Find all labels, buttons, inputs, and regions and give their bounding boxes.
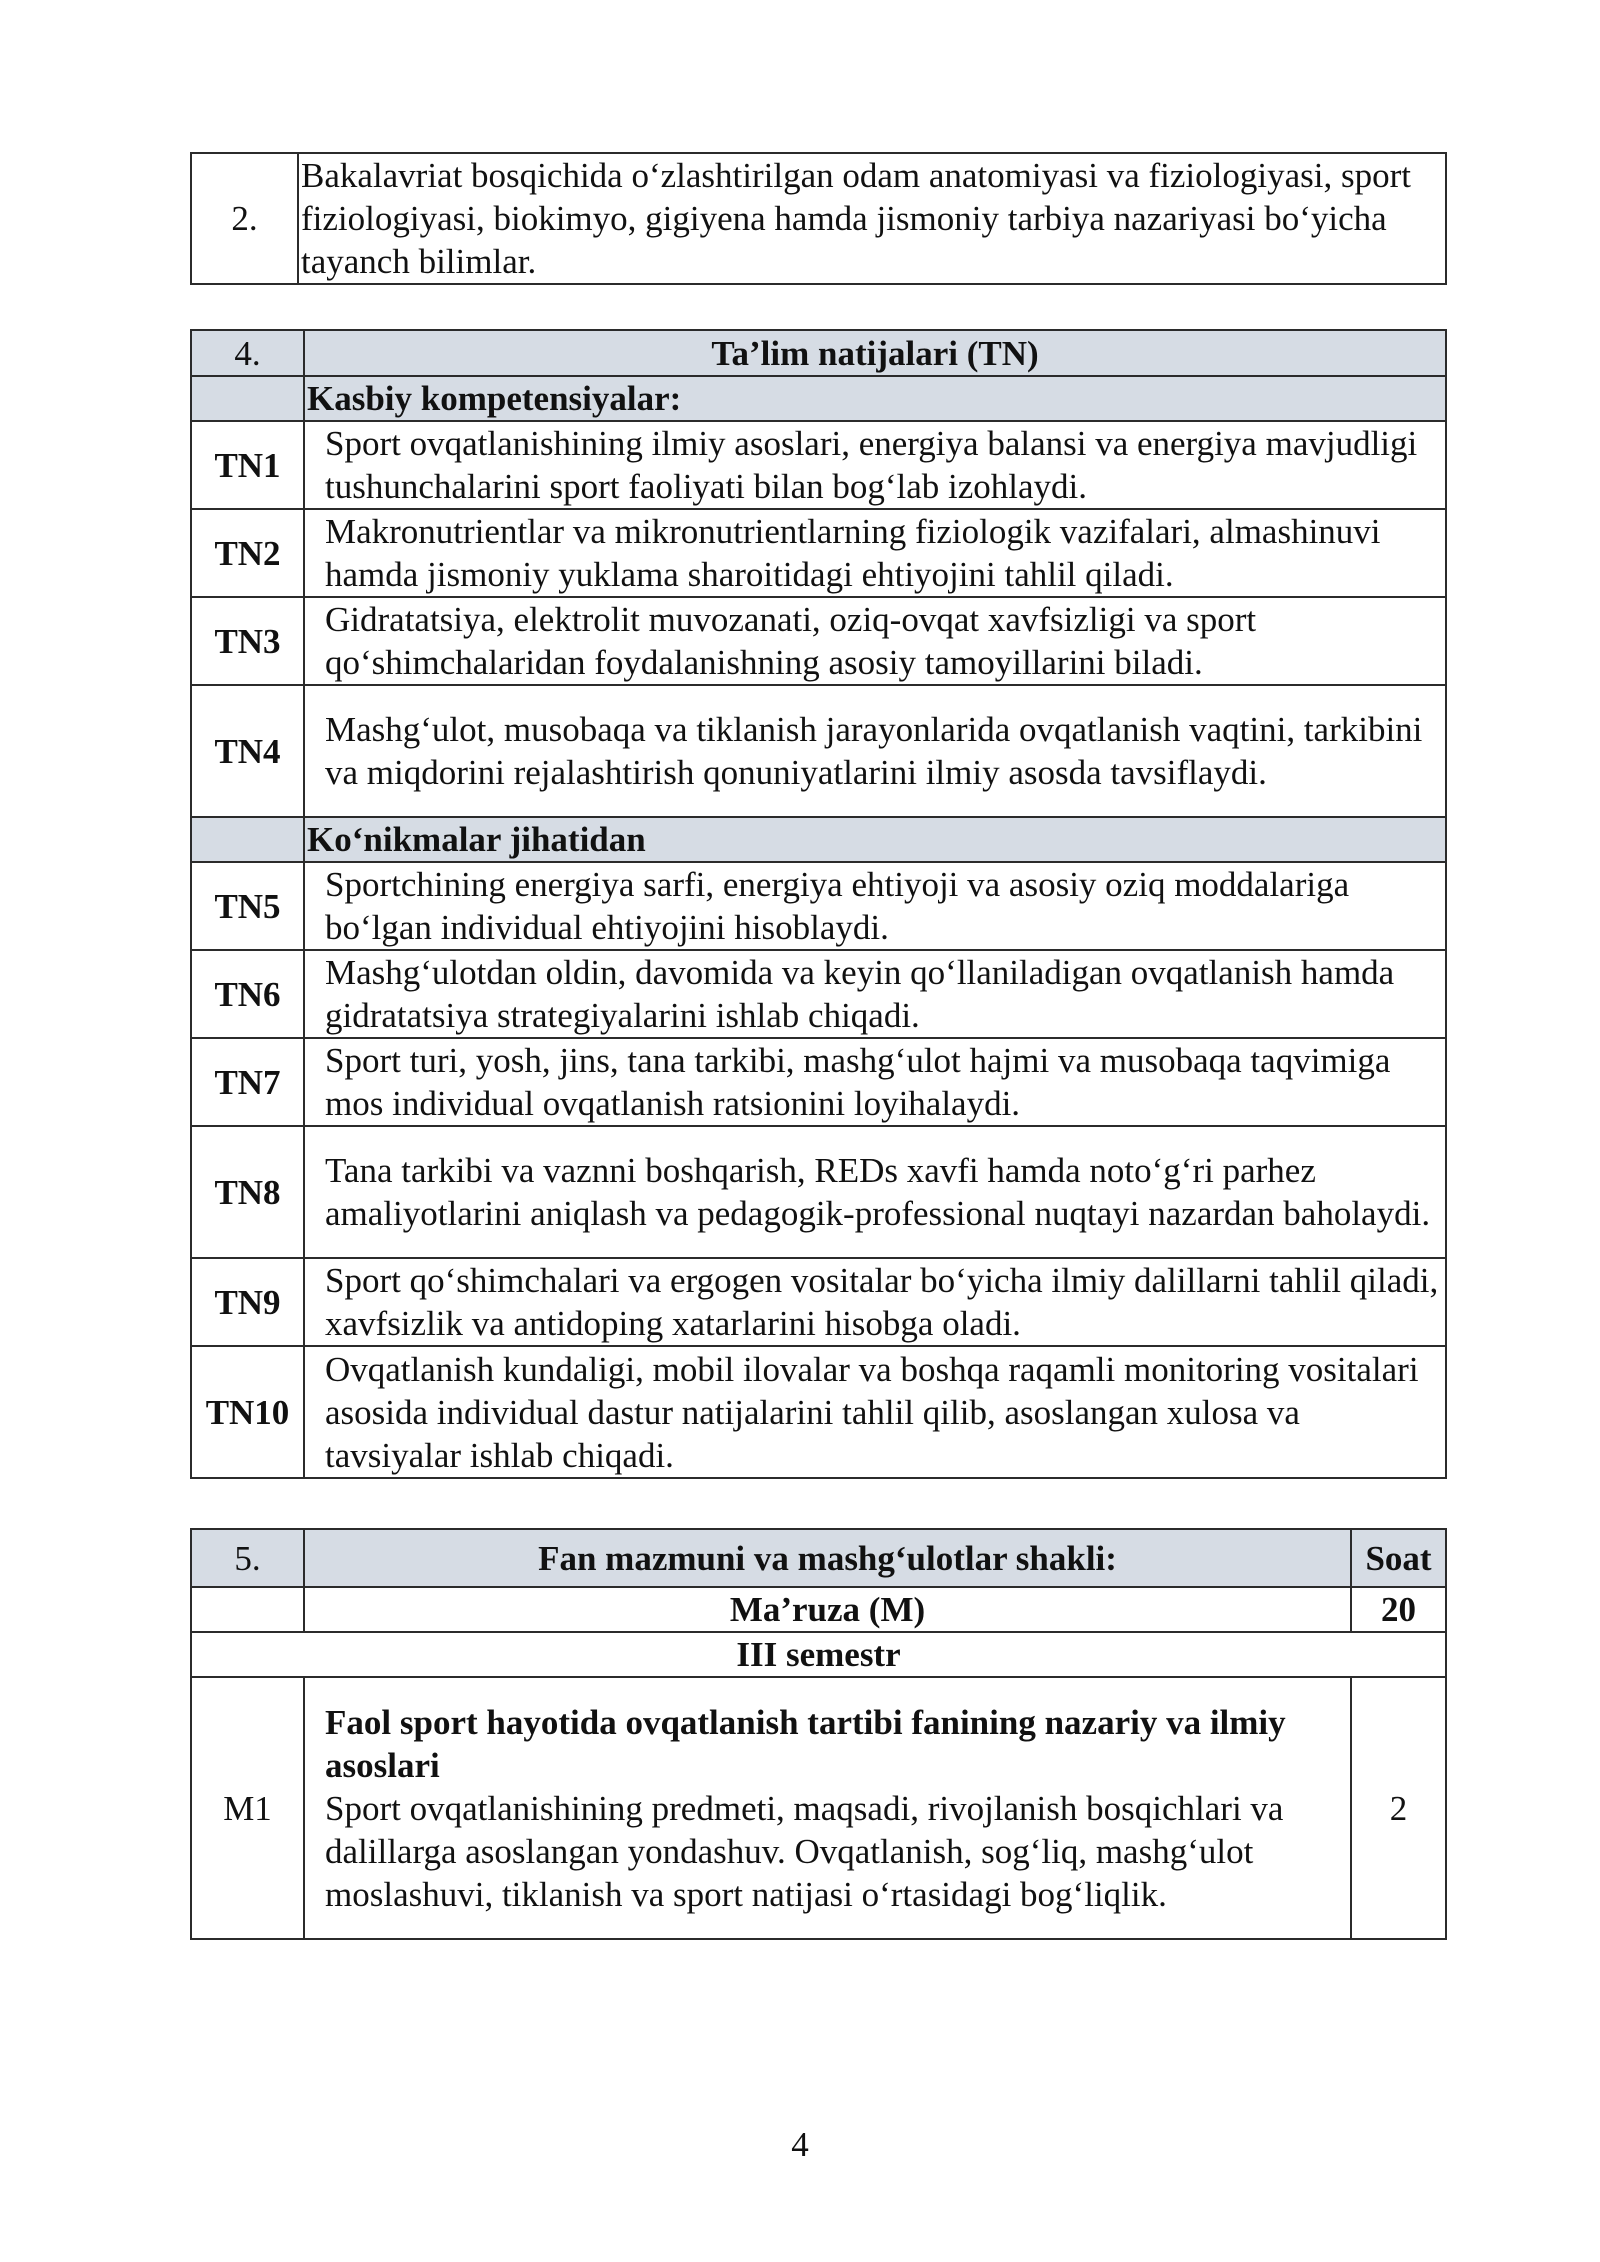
outcome-code: TN5 (191, 862, 304, 950)
group-title-skills: Ko‘nikmalar jihatidan (304, 817, 1446, 862)
outcome-code: TN4 (191, 685, 304, 817)
outcome-code: TN8 (191, 1126, 304, 1258)
table-header-row (191, 330, 1446, 376)
table-row (191, 862, 1446, 950)
table-row (191, 1126, 1446, 1258)
table-row (191, 950, 1446, 1038)
outcome-text: Gidratatsiya, elektrolit muvozanati, oziq-ovqat xavfsizligi va sport qo‘shimchalaridan foydalanishning asosiy tamoyillarini biladi. (304, 597, 1446, 685)
hours-header: Soat (1351, 1529, 1446, 1587)
outcome-code: TN10 (191, 1346, 304, 1478)
group-title-professional: Kasbiy kompetensiyalar: (304, 376, 1446, 421)
group-row (191, 376, 1446, 421)
table-row (191, 1258, 1446, 1346)
outcome-text: Makronutrientlar va mikronutrientlarning fiziologik vazifalari, almashinuvi hamda jismoniy yuklama sharoitidagi ehtiyojini tahlil qiladi. (304, 509, 1446, 597)
page-number: 4 (791, 2125, 809, 2164)
group-empty-cell (191, 376, 304, 421)
prerequisites-table (190, 152, 1447, 285)
section-number: 5. (191, 1529, 304, 1587)
table-row (191, 1346, 1446, 1478)
outcome-code: TN2 (191, 509, 304, 597)
outcome-text: Sport ovqatlanishining ilmiy asoslari, energiya balansi va energiya mavjudligi tushunchalarini sport faoliyati bilan bog‘lab izohlaydi. (304, 421, 1446, 509)
module-text: Sport ovqatlanishining predmeti, maqsadi, rivojlanish bosqichlari va dalillarga asoslangan yondashuv. Ovqatlanish, sog‘liq, mashg‘ulot moslashuvi, tiklanish va sport natijasi o‘rtasidagi bog‘liqlik. (325, 1788, 1284, 1914)
table-row (191, 153, 1446, 284)
outcome-text: Mashg‘ulotdan oldin, davomida va keyin qo‘llaniladigan ovqatlanish hamda gidratatsiya strategiyalarini ishlab chiqadi. (304, 950, 1446, 1038)
table-header-row (191, 1529, 1446, 1587)
group-row (191, 817, 1446, 862)
learning-outcomes-table (190, 329, 1447, 1479)
section-title: Fan mazmuni va mashg‘ulotlar shakli: (304, 1529, 1351, 1587)
prerequisites-text: Bakalavriat bosqichida o‘zlashtirilgan odam anatomiyasi va fiziologiyasi, sport fiziologiyasi, biokimyo, gigiyena hamda jismoniy tarbiya nazariyasi bo‘yicha tayanch bilimlar. (298, 153, 1446, 284)
outcome-code: TN9 (191, 1258, 304, 1346)
lecture-label: Ma’ruza (M) (304, 1587, 1351, 1632)
outcome-code: TN1 (191, 421, 304, 509)
semester-label: III semestr (191, 1632, 1446, 1677)
outcome-text: Tana tarkibi va vaznni boshqarish, REDs xavfi hamda noto‘g‘ri parhez amaliyotlarini aniqlash va pedagogik-professional nuqtayi nazardan baholaydi. (304, 1126, 1446, 1258)
module-hours: 2 (1351, 1677, 1446, 1939)
semester-row (191, 1632, 1446, 1677)
outcome-text: Sportchining energiya sarfi, energiya ehtiyoji va asosiy oziq moddalariga bo‘lgan individual ehtiyojini hisoblaydi. (304, 862, 1446, 950)
module-title: Faol sport hayotida ovqatlanish tartibi fanining nazariy va ilmiy asoslari (325, 1702, 1286, 1785)
empty-cell (191, 1587, 304, 1632)
module-description (304, 1677, 1351, 1939)
module-code: M1 (191, 1677, 304, 1939)
outcome-code: TN7 (191, 1038, 304, 1126)
section-number: 4. (191, 330, 304, 376)
lecture-hours: 20 (1351, 1587, 1446, 1632)
outcome-text: Sport turi, yosh, jins, tana tarkibi, mashg‘ulot hajmi va musobaqa taqvimiga mos individual ovqatlanish ratsionini loyihalaydi. (304, 1038, 1446, 1126)
outcome-text: Mashg‘ulot, musobaqa va tiklanish jarayonlarida ovqatlanish vaqtini, tarkibini va miqdorini rejalashtirish qonuniyatlarini ilmiy asosda tavsiflaydi. (304, 685, 1446, 817)
outcome-code: TN3 (191, 597, 304, 685)
table-row (191, 1038, 1446, 1126)
group-empty-cell (191, 817, 304, 862)
row-number: 2. (191, 153, 298, 284)
table-row (191, 509, 1446, 597)
lecture-row (191, 1587, 1446, 1632)
table-row (191, 597, 1446, 685)
outcome-code: TN6 (191, 950, 304, 1038)
outcome-text: Sport qo‘shimchalari va ergogen vositalar bo‘yicha ilmiy dalillarni tahlil qiladi, xavfsizlik va antidoping xatarlarini hisobga oladi. (304, 1258, 1446, 1346)
table-row (191, 1677, 1446, 1939)
section-title: Ta’lim natijalari (TN) (304, 330, 1446, 376)
outcome-text: Ovqatlanish kundaligi, mobil ilovalar va boshqa raqamli monitoring vositalari asosida individual dastur natijalarini tahlil qilib, asoslangan xulosa va tavsiyalar ishlab chiqadi. (304, 1346, 1446, 1478)
table-row (191, 685, 1446, 817)
course-content-table (190, 1528, 1447, 1940)
table-row (191, 421, 1446, 509)
